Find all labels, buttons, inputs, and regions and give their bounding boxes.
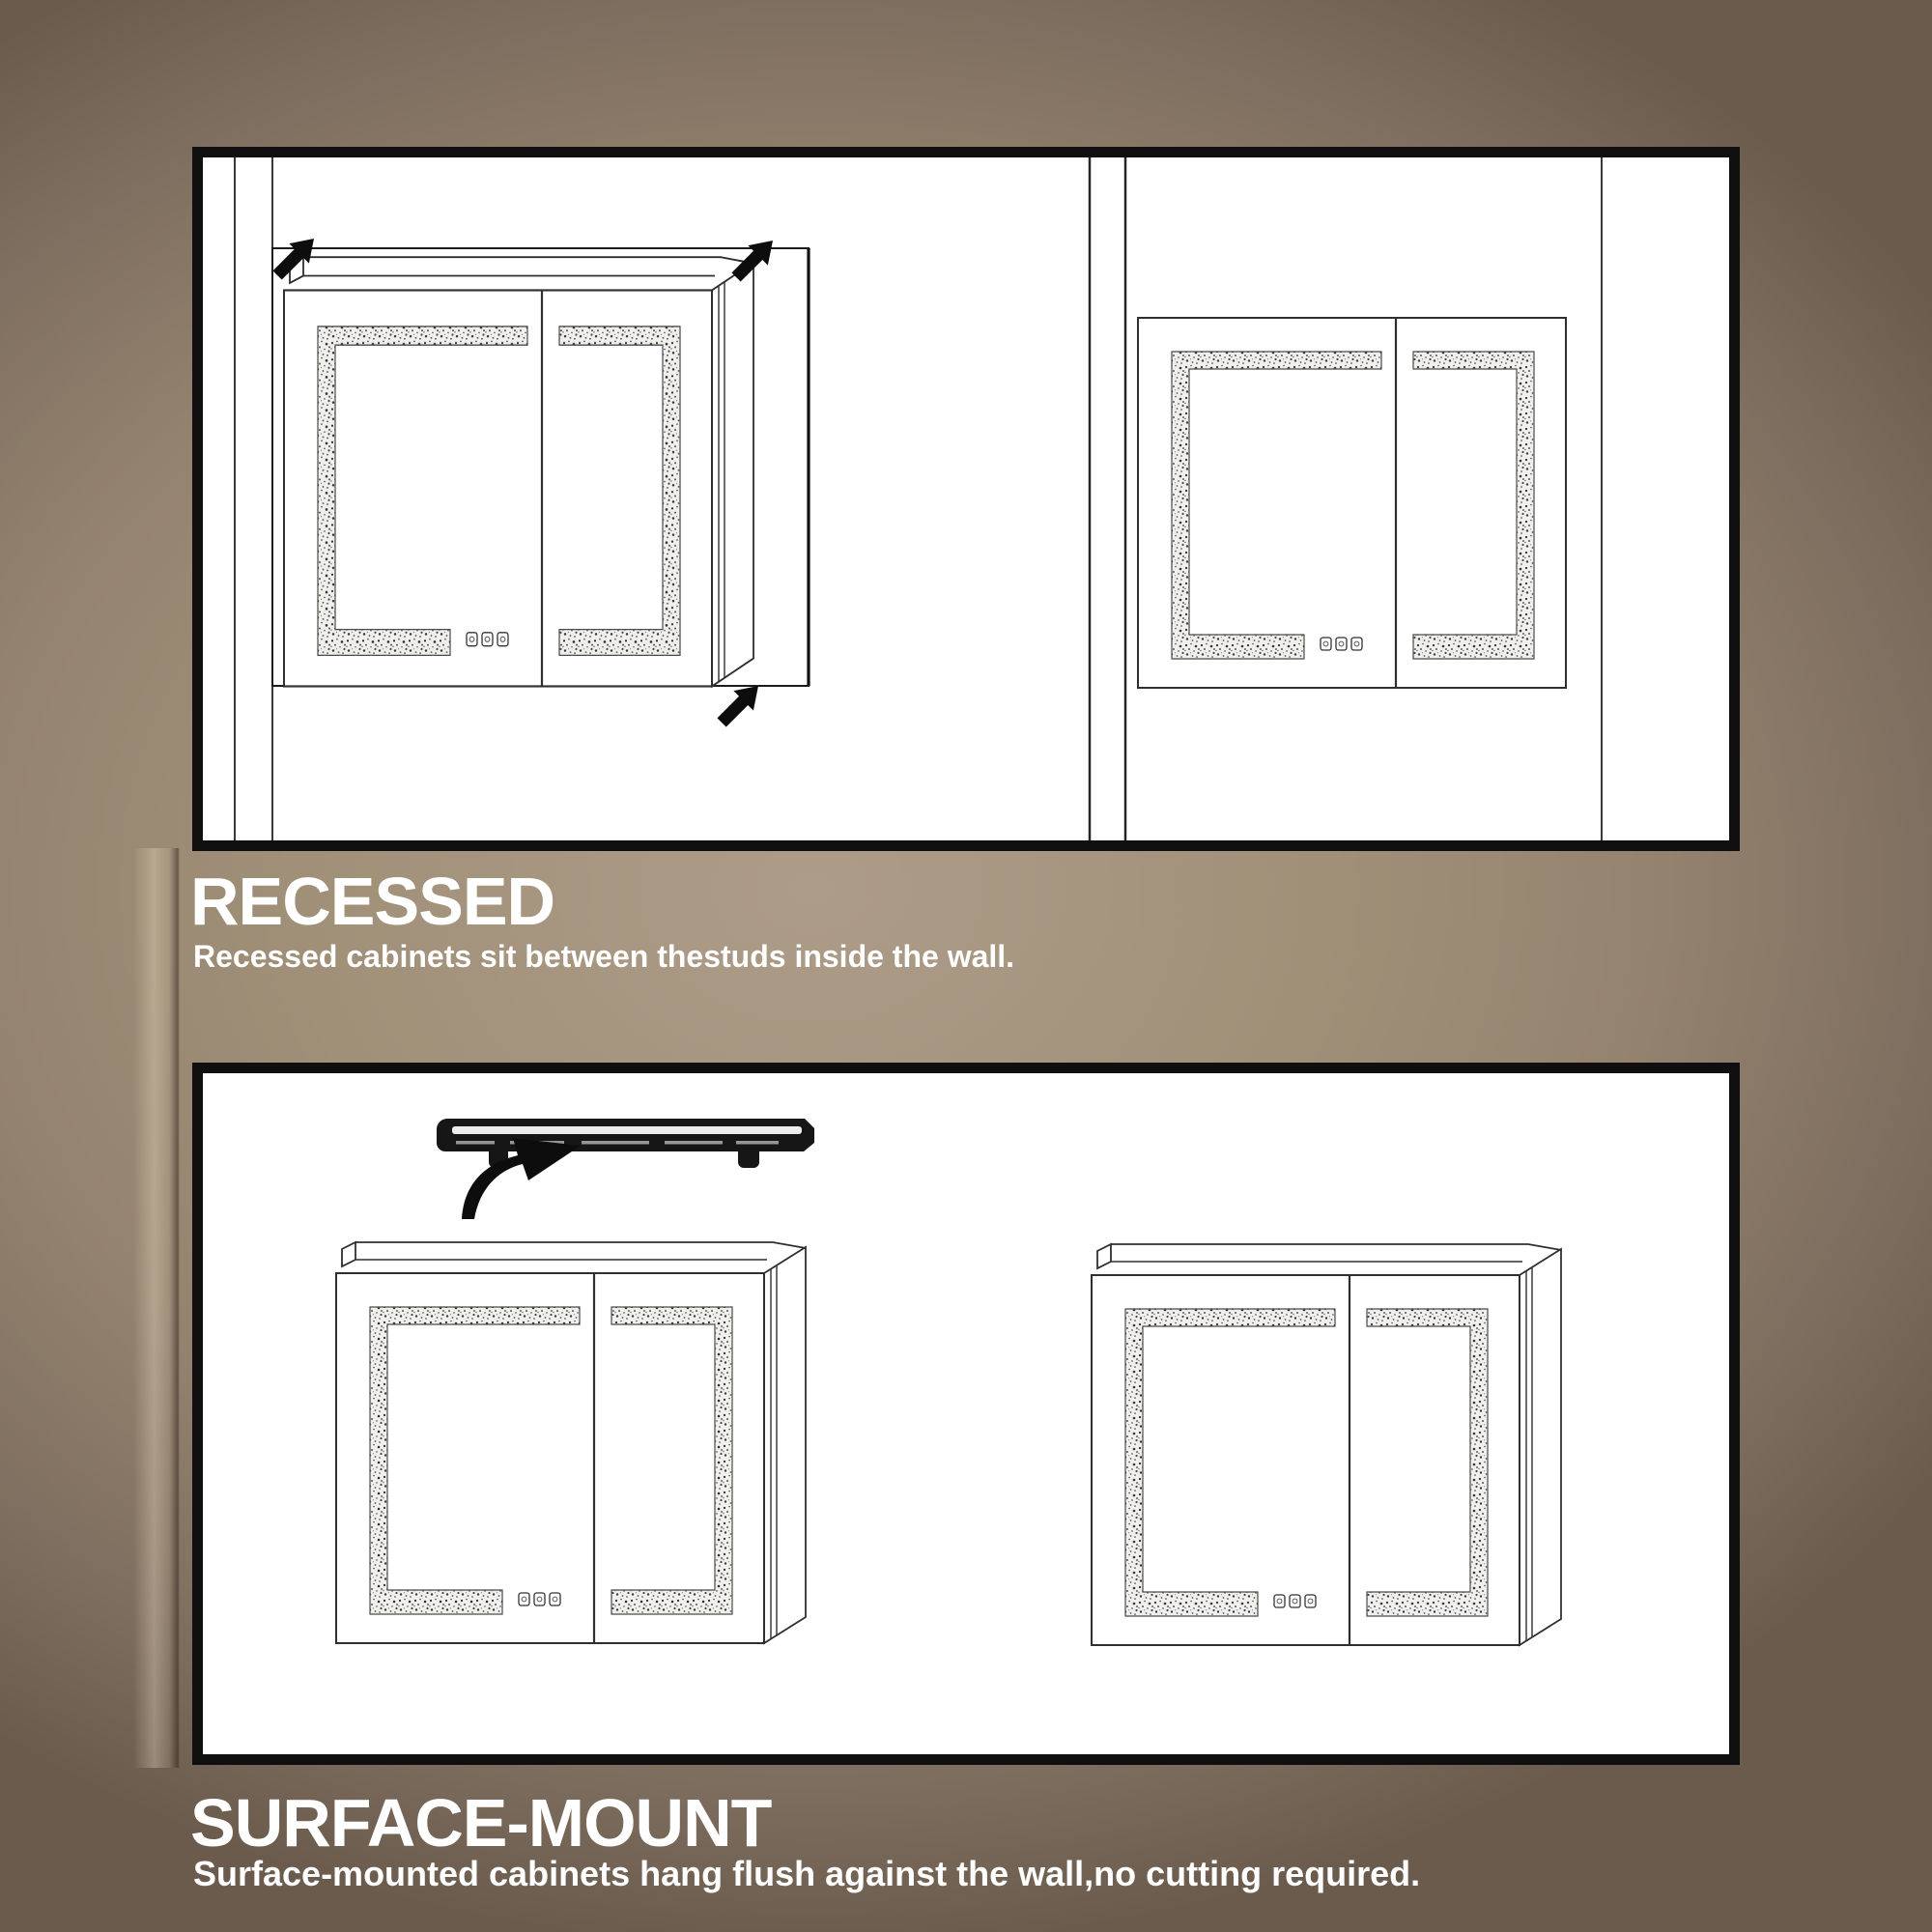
- cabinet-3d-surface-left: [336, 1242, 806, 1643]
- surface-mount-diagram-panel: [192, 1063, 1740, 1765]
- surface-mount-title: SURFACE-MOUNT: [190, 1785, 772, 1861]
- recessed-diagram-panel: [192, 147, 1740, 851]
- cabinet-3d-recessed: [284, 257, 753, 686]
- cabinet-front-flush: [1138, 318, 1566, 688]
- surface-mount-diagram: [203, 1073, 1729, 1754]
- mounting-bracket: [437, 1119, 814, 1168]
- surface-mount-subtitle: Surface-mounted cabinets hang flush against the wall,no cutting required.: [193, 1854, 1421, 1893]
- up-right-arrow-icon: [712, 676, 768, 732]
- backdrop-sheen: [133, 848, 180, 1768]
- cabinet-3d-surface-right: [1092, 1244, 1561, 1645]
- recessed-diagram: [203, 157, 1729, 840]
- recessed-title: RECESSED: [190, 864, 555, 939]
- recessed-subtitle: Recessed cabinets sit between thestuds inside the wall.: [193, 939, 1015, 974]
